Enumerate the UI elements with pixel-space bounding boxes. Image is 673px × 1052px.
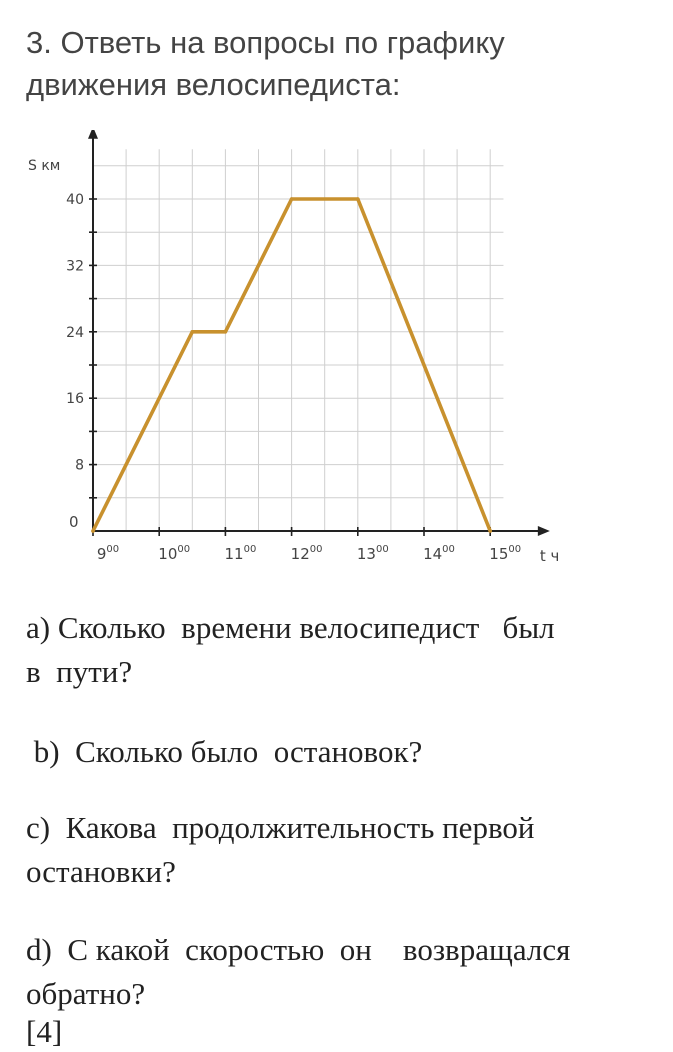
task-heading-line-1: 3. Ответь на вопросы по графику bbox=[26, 25, 505, 60]
y-axis-label: S км bbox=[28, 157, 61, 174]
question-b bbox=[26, 730, 651, 774]
question-d-line-1: d) С какой скоростью он возвращался bbox=[26, 932, 571, 967]
x-tick-label: $13^{00}$ bbox=[356, 544, 389, 563]
x-tick-label: $10^{00}$ bbox=[158, 544, 191, 563]
score-label bbox=[26, 1012, 651, 1052]
y-tick-label: 24 bbox=[66, 324, 84, 341]
y-tick-label: 32 bbox=[66, 258, 84, 275]
question-a-line-1: a) Сколько времени велосипедист был bbox=[26, 610, 555, 645]
question-c bbox=[26, 806, 651, 894]
data-point bbox=[290, 197, 294, 201]
question-a bbox=[26, 606, 651, 694]
x-tick-label: $15^{00}$ bbox=[489, 544, 522, 563]
chart-grid bbox=[93, 149, 503, 531]
distance-time-chart bbox=[0, 130, 673, 570]
chart-ticks bbox=[89, 199, 490, 536]
x-tick-label: $9^{00}$ bbox=[96, 544, 120, 563]
y-tick-label: 8 bbox=[75, 457, 84, 474]
question-c-line-2: остановки? bbox=[26, 854, 176, 889]
question-a-line-2: в пути? bbox=[26, 654, 133, 689]
x-tick-label: $11^{00}$ bbox=[224, 544, 257, 563]
data-point bbox=[356, 197, 360, 201]
question-d bbox=[26, 928, 651, 1016]
score-text: [4] bbox=[26, 1014, 63, 1049]
x-axis-arrow bbox=[538, 526, 550, 536]
question-d-line-2: обратно? bbox=[26, 976, 146, 1011]
data-point bbox=[224, 330, 228, 334]
x-tick-label: $12^{00}$ bbox=[290, 544, 323, 563]
question-b-text: b) Сколько было остановок? bbox=[26, 734, 423, 769]
y-tick-label: 40 bbox=[66, 192, 84, 208]
task-heading-line-2: движения велосипедиста: bbox=[26, 67, 401, 102]
x-axis-label: t ч bbox=[539, 547, 560, 565]
y-tick-label: 16 bbox=[66, 391, 84, 408]
chart-axes bbox=[88, 130, 550, 536]
question-c-line-1: c) Какова продолжительность первой bbox=[26, 810, 535, 845]
x-tick-label: $14^{00}$ bbox=[423, 544, 455, 563]
task-heading bbox=[26, 22, 646, 106]
data-point bbox=[191, 330, 195, 334]
y-axis-arrow bbox=[88, 130, 98, 139]
origin-label: 0 bbox=[69, 513, 79, 531]
data-point bbox=[91, 529, 95, 533]
data-point bbox=[488, 529, 492, 533]
